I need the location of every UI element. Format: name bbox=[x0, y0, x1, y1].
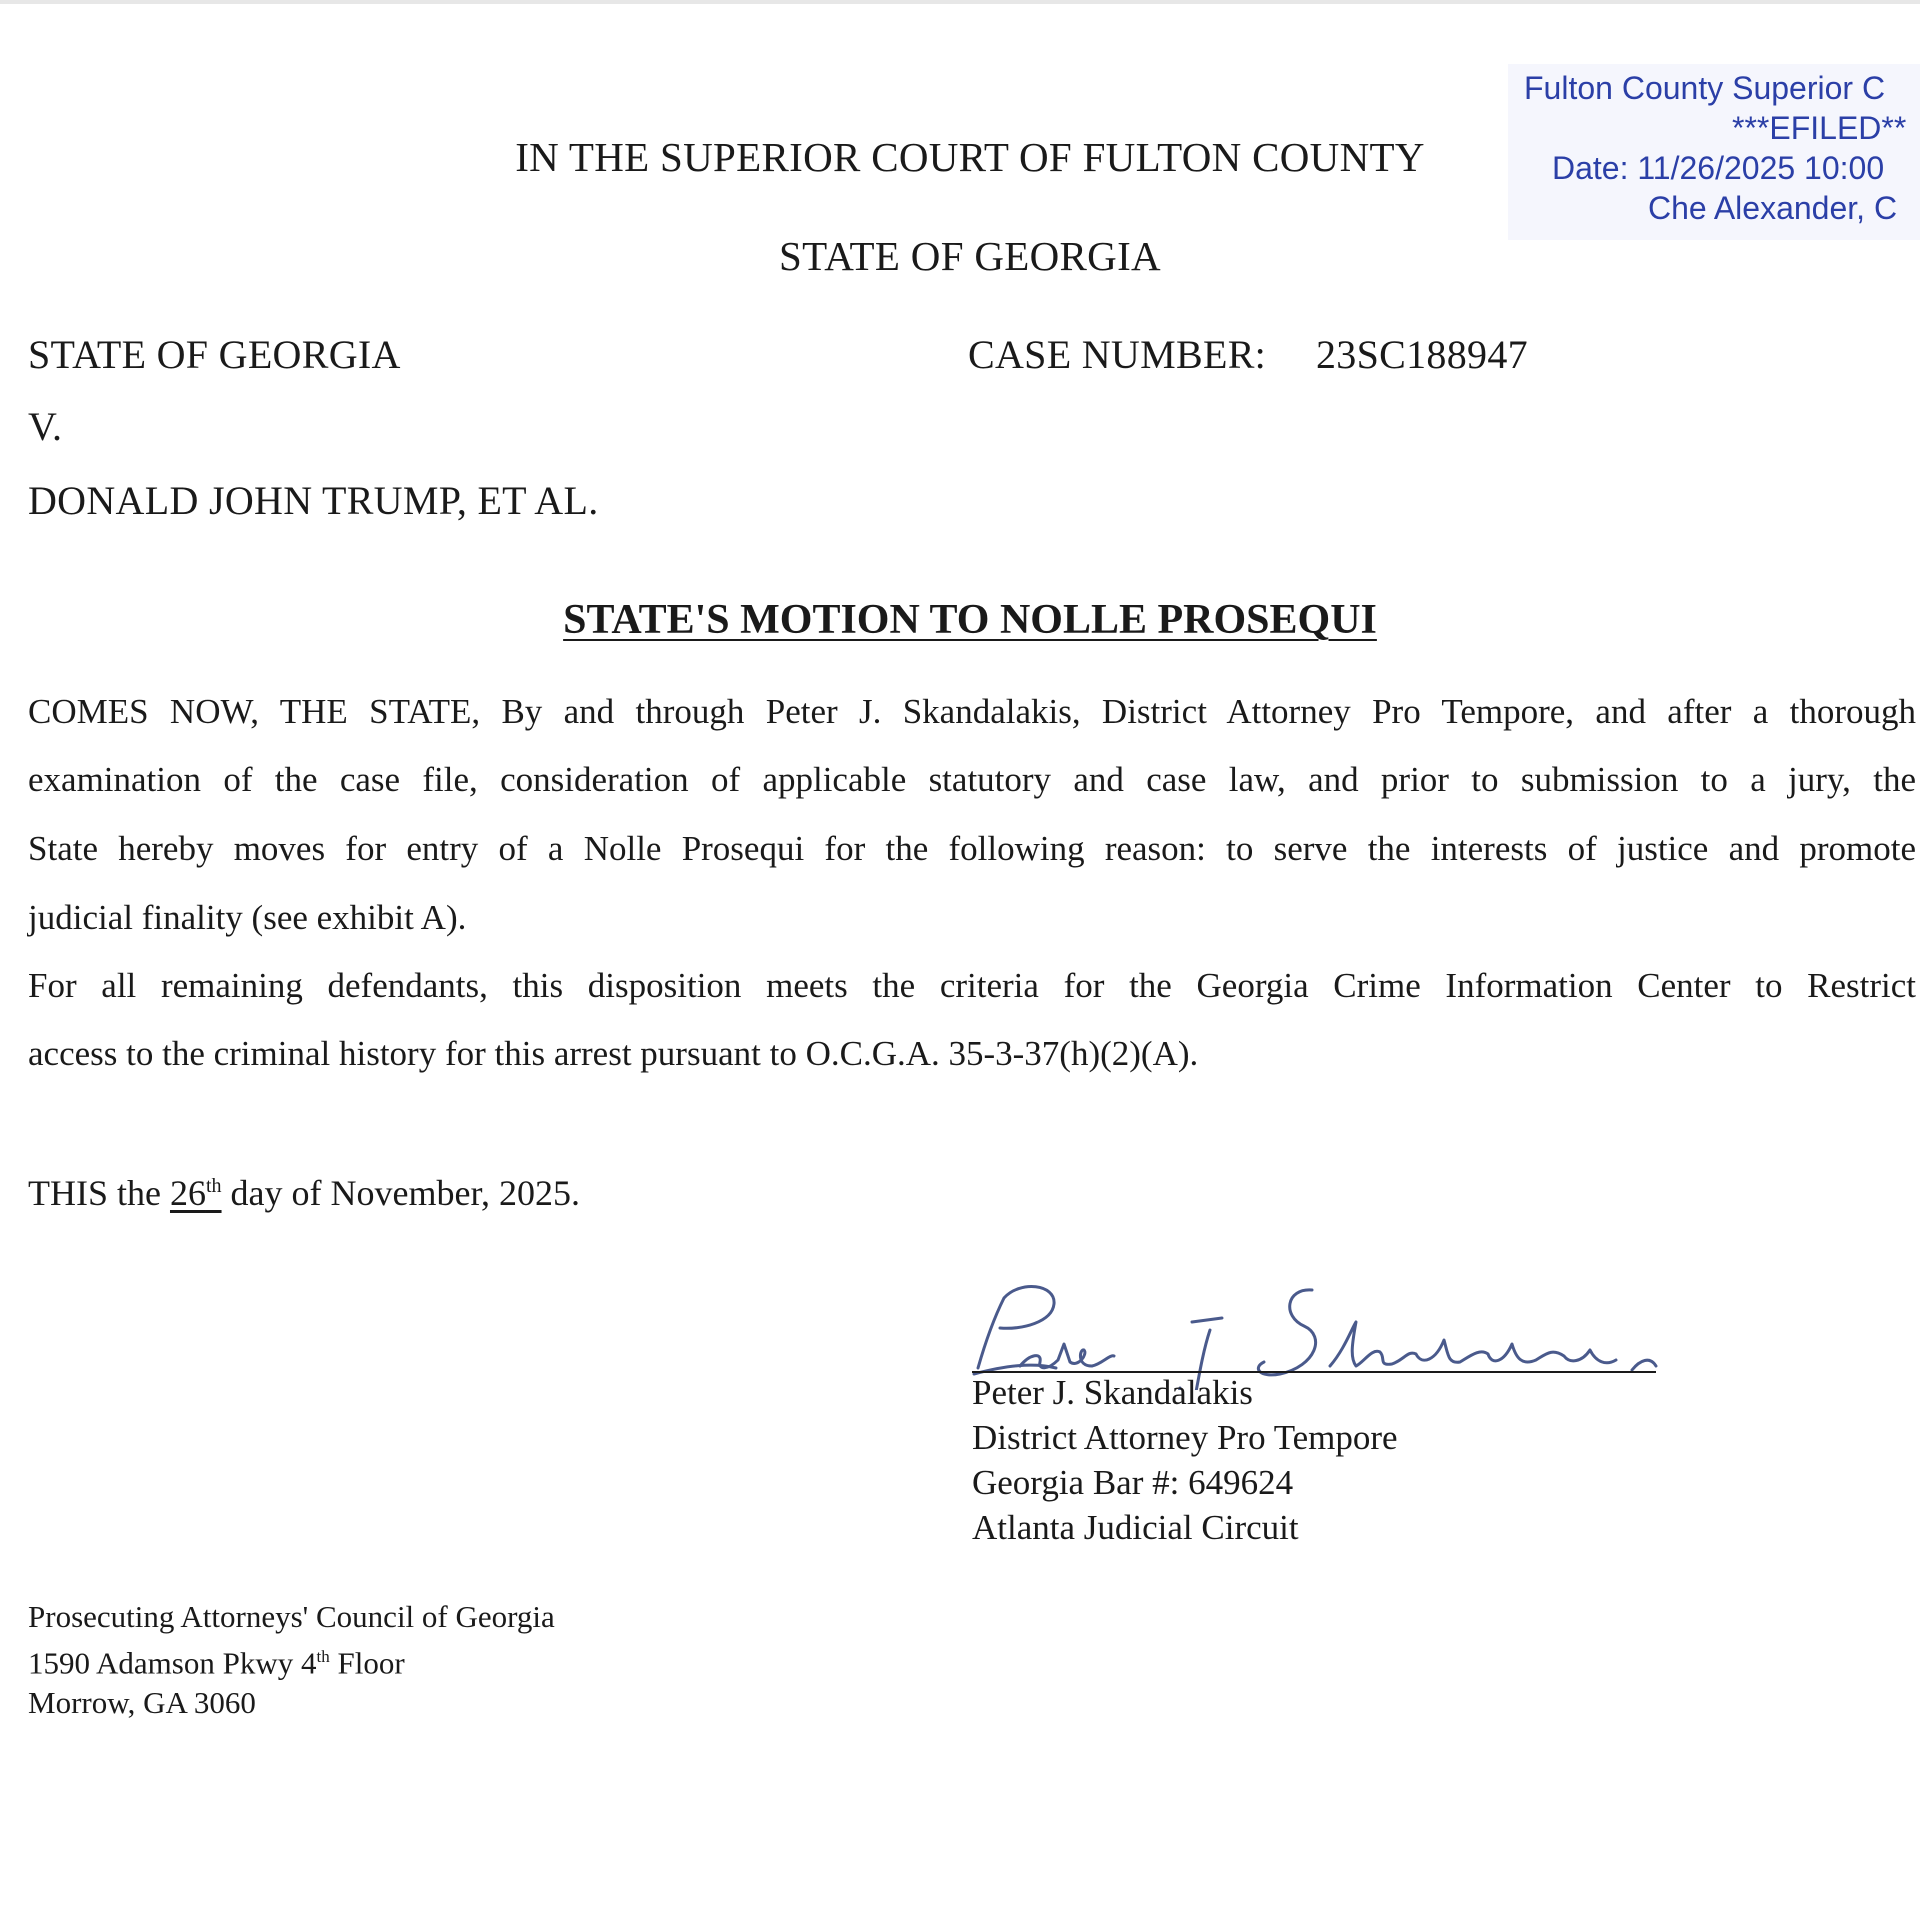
footer-org: Prosecuting Attorneys' Council of Georgia bbox=[28, 1599, 555, 1634]
signer-title: District Attorney Pro Tempore bbox=[972, 1418, 1398, 1457]
caption-plaintiff: STATE OF GEORGIA bbox=[28, 332, 401, 377]
signer-bar-number: Georgia Bar #: 649624 bbox=[972, 1463, 1294, 1502]
efile-date: Date: 11/26/2025 10:00 bbox=[1552, 150, 1885, 186]
court-heading: IN THE SUPERIOR COURT OF FULTON COUNTY bbox=[515, 134, 1425, 180]
efile-clerk: Che Alexander, C bbox=[1648, 190, 1898, 226]
signer-name: Peter J. Skandalakis bbox=[972, 1373, 1253, 1412]
motion-body-line: examination of the case file, consideration of applicable statutory and case law, and prior to submission to a jury, the bbox=[28, 760, 1916, 799]
motion-body-line: access to the criminal history for this arrest pursuant to O.C.G.A. 35-3-37(h)(2)(A). bbox=[28, 1034, 1199, 1073]
footer-address bbox=[28, 1597, 555, 1723]
page-top-border bbox=[0, 0, 1920, 4]
date-line bbox=[28, 1172, 580, 1214]
date-prefix: THIS the bbox=[28, 1173, 161, 1213]
date-day: 26th bbox=[169, 1173, 222, 1213]
motion-body-line: For all remaining defendants, this disposition meets the criteria for the Georgia Crime Information Center to Restrict bbox=[28, 966, 1916, 1005]
signer-circuit: Atlanta Judicial Circuit bbox=[972, 1508, 1299, 1547]
footer-street: 1590 Adamson Pkwy 4th Floor bbox=[28, 1645, 405, 1681]
caption-versus: V. bbox=[28, 404, 63, 449]
motion-body-line: COMES NOW, THE STATE, By and through Peter J. Skandalakis, District Attorney Pro Tempore, and after a thorough bbox=[28, 692, 1916, 731]
court-state: STATE OF GEORGIA bbox=[779, 233, 1161, 279]
date-rest: day of November, 2025. bbox=[230, 1173, 581, 1213]
efile-court-name: Fulton County Superior C bbox=[1524, 70, 1886, 106]
case-number: 23SC188947 bbox=[1316, 332, 1528, 377]
case-number-label: CASE NUMBER: bbox=[968, 332, 1267, 377]
footer-city: Morrow, GA 3060 bbox=[28, 1685, 256, 1721]
motion-body-line: judicial finality (see exhibit A). bbox=[28, 898, 467, 937]
motion-title: STATE'S MOTION TO NOLLE PROSEQUI bbox=[563, 597, 1377, 643]
caption-defendant: DONALD JOHN TRUMP, ET AL. bbox=[28, 478, 599, 523]
efile-status: ***EFILED** bbox=[1732, 110, 1907, 146]
motion-body-line: State hereby moves for entry of a Nolle Prosequi for the following reason: to serve the interests of justice and promote bbox=[28, 829, 1916, 868]
